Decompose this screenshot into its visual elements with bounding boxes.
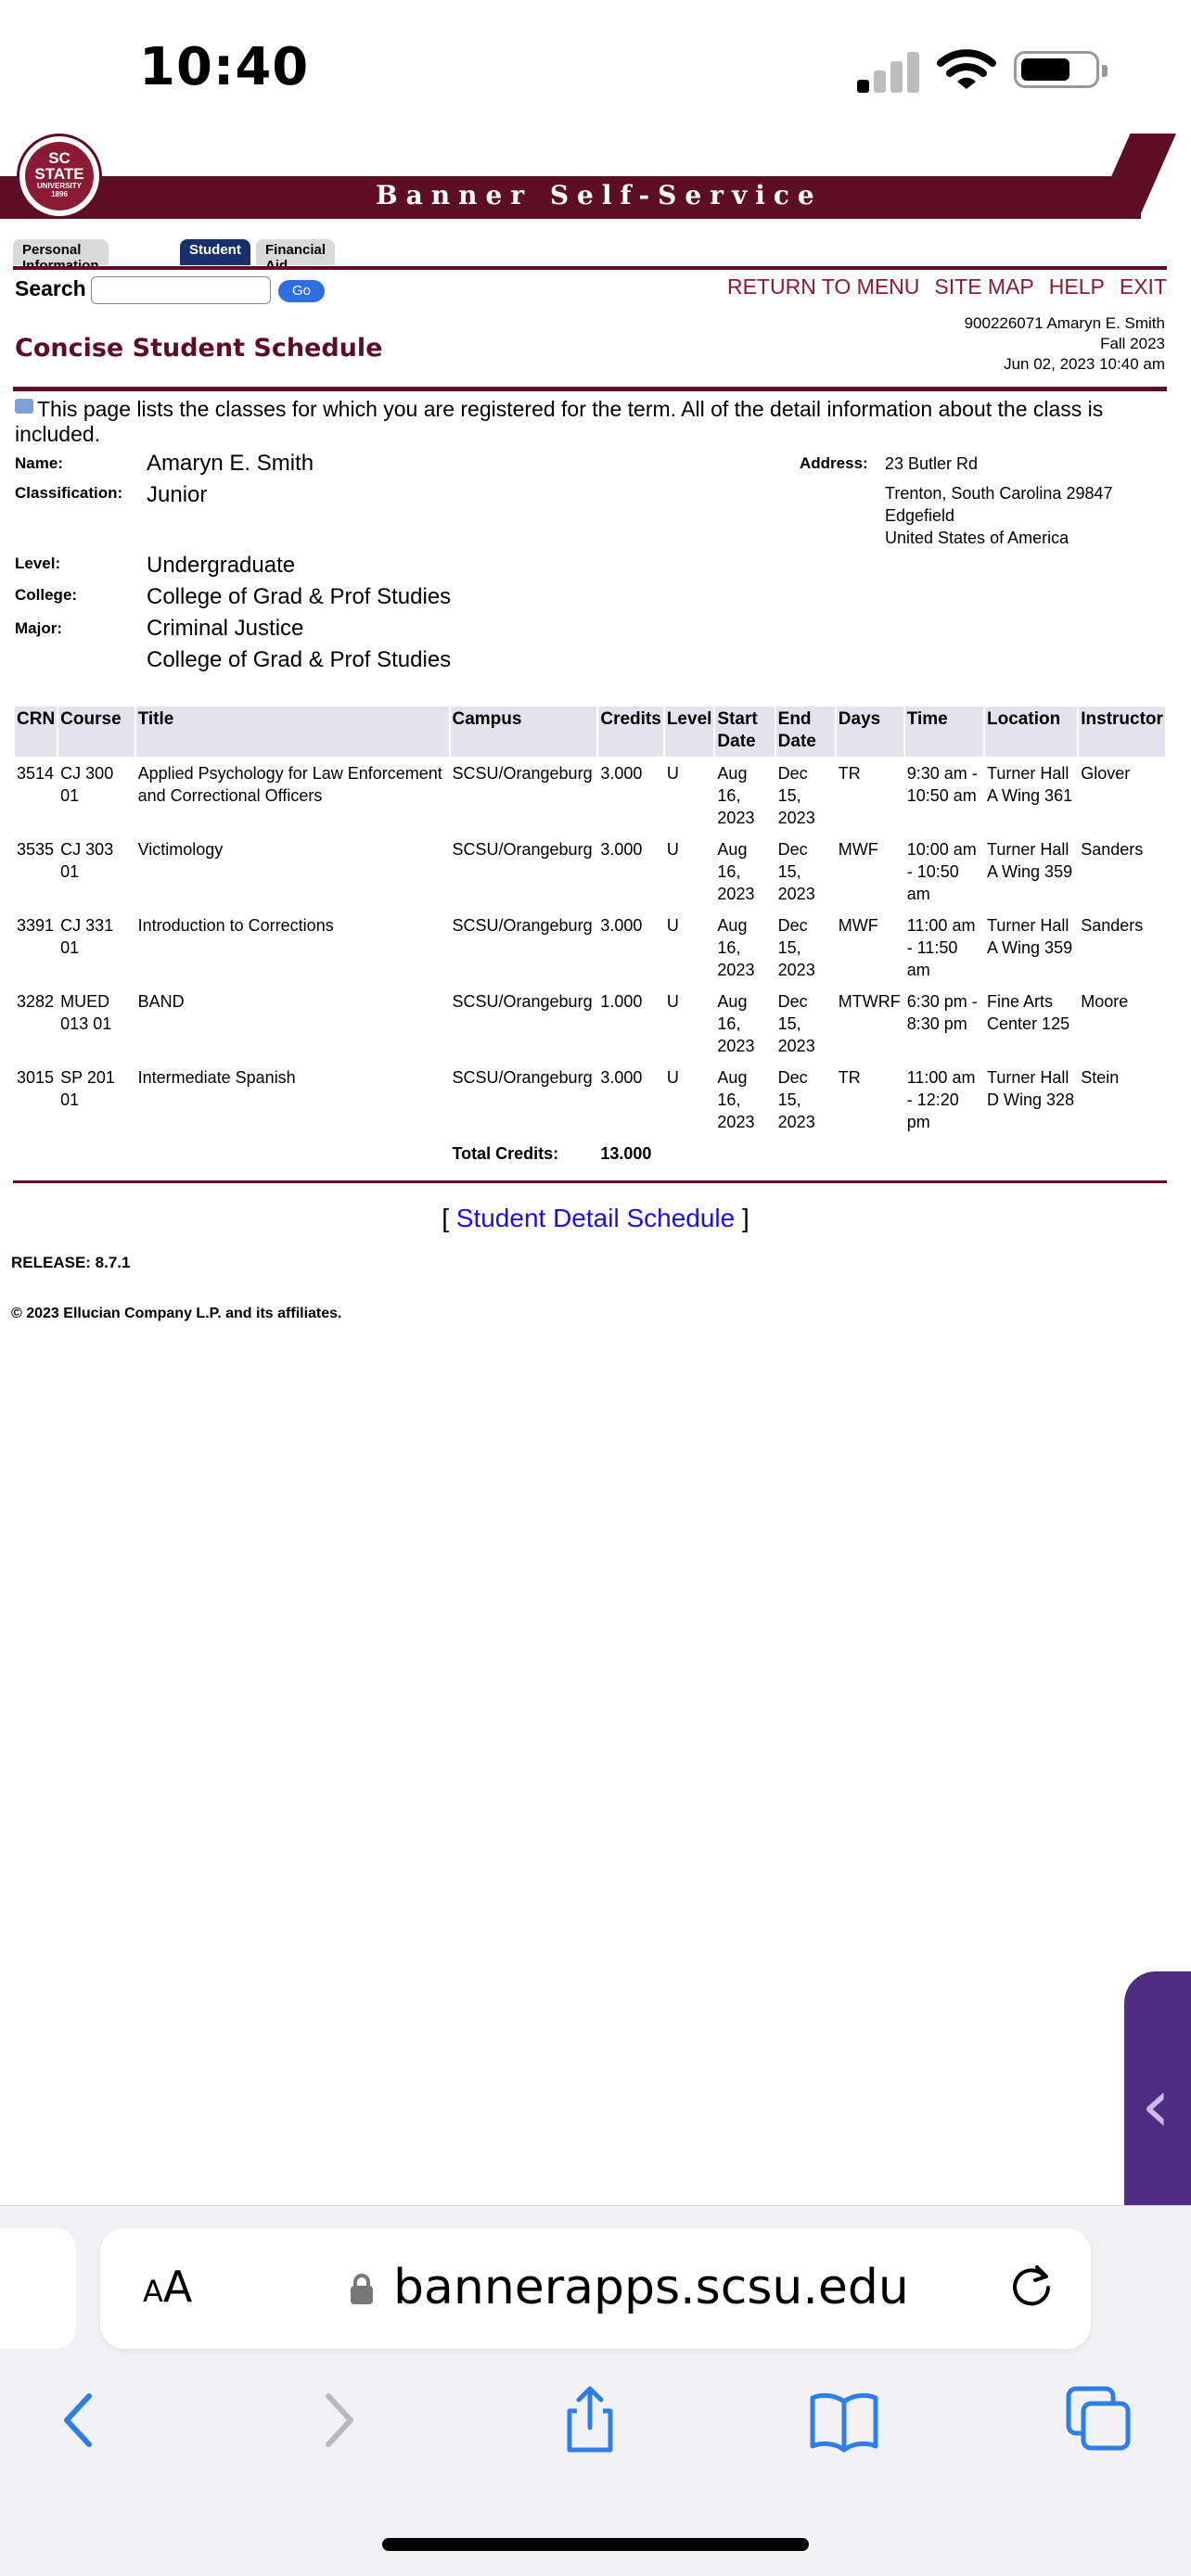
cell-course: SP 201 01 <box>60 1068 115 1109</box>
back-icon[interactable] <box>41 2383 115 2457</box>
col-header-level: Level <box>665 707 714 757</box>
address-bar[interactable] <box>100 2228 1091 2349</box>
url-text: bannerapps.scsu.edu <box>393 2260 909 2315</box>
logo-text-sub: UNIVERSITY <box>36 182 82 190</box>
cell-time: 11:00 am - 12:20 pm <box>906 1068 976 1131</box>
lock-icon <box>349 2273 375 2306</box>
student-classification: Junior <box>147 482 208 507</box>
footer-links <box>0 1204 1191 1233</box>
cell-start-date: Aug 16, 2023 <box>717 1068 755 1131</box>
cell-end-date: Dec 15, 2023 <box>777 916 815 979</box>
cellular-signal-icon <box>857 48 922 93</box>
help-link[interactable]: HELP <box>1048 274 1105 299</box>
cell-credits: 3.000 <box>600 1068 643 1087</box>
cell-crn: 3535 <box>17 840 55 859</box>
cell-days: TR <box>838 1068 861 1087</box>
tab-student[interactable]: Student <box>180 239 250 265</box>
banner-header <box>0 130 1191 223</box>
tab-divider <box>13 266 1167 270</box>
text-size-button[interactable]: AA <box>143 2262 193 2312</box>
info-icon <box>15 399 33 414</box>
page-title: Concise Student Schedule <box>15 334 383 363</box>
cell-course: CJ 300 01 <box>60 764 114 805</box>
cell-start-date: Aug 16, 2023 <box>717 840 755 903</box>
cell-start-date: Aug 16, 2023 <box>717 992 755 1055</box>
student-name: Amaryn E. Smith <box>147 451 314 476</box>
cell-level: U <box>666 1068 679 1087</box>
cell-time: 11:00 am - 11:50 am <box>906 916 976 979</box>
previous-tab-preview[interactable] <box>0 2228 76 2349</box>
cell-level: U <box>666 840 679 859</box>
bookmarks-icon[interactable] <box>807 2383 881 2457</box>
cell-campus: SCSU/Orangeburg <box>452 1068 593 1087</box>
col-header-days: Days <box>837 707 903 757</box>
cell-end-date: Dec 15, 2023 <box>777 992 815 1055</box>
cell-start-date: Aug 16, 2023 <box>717 916 755 979</box>
cell-start-date: Aug 16, 2023 <box>717 764 755 827</box>
cell-title: Victimology <box>137 840 224 859</box>
wifi-icon <box>937 46 996 93</box>
table-row <box>15 987 1165 1061</box>
search-row <box>15 274 1169 308</box>
total-credits-label: Total Credits: <box>452 1144 559 1163</box>
student-major: Criminal Justice <box>147 616 304 641</box>
reload-icon[interactable] <box>1004 2258 1059 2314</box>
university-logo[interactable] <box>17 134 102 219</box>
cell-campus: SCSU/Orangeburg <box>452 840 593 859</box>
address-line-3: Edgefield <box>885 506 955 525</box>
search-label: Search <box>15 276 86 300</box>
col-header-title: Title <box>136 707 449 757</box>
cell-title: Intermediate Spanish <box>137 1068 296 1087</box>
cell-title: Introduction to Corrections <box>137 916 334 935</box>
cell-location: Turner Hall D Wing 328 <box>987 1068 1075 1109</box>
cell-instructor: Glover <box>1081 764 1131 783</box>
logo-text-year: 1896 <box>51 190 68 198</box>
user-id-name: 900226071 Amaryn E. Smith <box>964 314 1165 332</box>
cell-time: 9:30 am - 10:50 am <box>906 764 978 805</box>
search-input[interactable] <box>91 276 271 304</box>
col-header-location: Location <box>985 707 1077 757</box>
return-to-menu-link[interactable]: RETURN TO MENU <box>726 274 920 299</box>
cell-title: Applied Psychology for Law Enforcement and Correctional Officers <box>137 764 442 805</box>
address-line-1: 23 Butler Rd <box>885 454 979 473</box>
logo-text-mid: STATE <box>34 165 84 183</box>
cell-campus: SCSU/Orangeburg <box>452 764 593 783</box>
cell-time: 10:00 am - 10:50 am <box>906 840 977 903</box>
bracket-close: ] <box>742 1204 749 1232</box>
table-row <box>15 835 1165 909</box>
total-credits-value: 13.000 <box>600 1144 652 1163</box>
user-datetime: Jun 02, 2023 10:40 am <box>1004 355 1165 373</box>
cell-instructor: Sanders <box>1081 840 1144 859</box>
cell-time: 6:30 pm - 8:30 pm <box>906 992 978 1033</box>
copyright: © 2023 Ellucian Company L.P. and its affiliates. <box>11 1306 342 1321</box>
cell-level: U <box>666 916 679 935</box>
release-version: RELEASE: 8.7.1 <box>11 1254 131 1271</box>
cell-days: MWF <box>838 916 878 935</box>
cell-campus: SCSU/Orangeburg <box>452 992 593 1011</box>
cell-days: TR <box>838 764 861 783</box>
footer-divider <box>13 1180 1167 1183</box>
classification-label: Classification: <box>15 484 123 502</box>
cell-course: CJ 331 01 <box>60 916 114 957</box>
home-indicator[interactable] <box>382 2538 809 2551</box>
schedule-table <box>13 705 1167 1170</box>
address-line-2: Trenton, South Carolina 29847 <box>885 484 1113 503</box>
user-term: Fall 2023 <box>1100 335 1165 352</box>
cell-level: U <box>666 764 679 783</box>
tab-financial-aid[interactable]: Financial <box>256 239 335 265</box>
col-header-course: Course <box>58 707 134 757</box>
cell-instructor: Moore <box>1081 992 1129 1011</box>
site-map-link[interactable]: SITE MAP <box>934 274 1034 299</box>
cell-end-date: Dec 15, 2023 <box>777 1068 815 1131</box>
user-info <box>965 313 1165 375</box>
cell-course: CJ 303 01 <box>60 840 114 881</box>
cell-end-date: Dec 15, 2023 <box>777 764 815 827</box>
cell-instructor: Stein <box>1081 1068 1120 1087</box>
cell-days: MWF <box>838 840 878 859</box>
cell-credits: 3.000 <box>600 840 643 859</box>
cell-location: Turner Hall A Wing 361 <box>987 764 1073 805</box>
cell-days: MTWRF <box>838 992 901 1011</box>
tabs-icon[interactable] <box>1061 2383 1135 2457</box>
cell-instructor: Sanders <box>1081 916 1144 935</box>
cell-end-date: Dec 15, 2023 <box>777 840 815 903</box>
cell-course: MUED 013 01 <box>60 992 112 1033</box>
address-line-4: United States of America <box>885 529 1069 547</box>
cell-location: Turner Hall A Wing 359 <box>987 840 1073 881</box>
cell-location: Fine Arts Center 125 <box>987 992 1070 1033</box>
student-level: Undergraduate <box>147 553 296 578</box>
address-label: Address: <box>800 454 868 472</box>
col-header-instructor: Instructor <box>1079 707 1165 757</box>
table-row <box>15 1063 1165 1137</box>
info-message <box>15 397 1174 447</box>
student-major-college: College of Grad & Prof Studies <box>147 647 452 672</box>
tab-personal-information[interactable]: Personal <box>13 239 109 265</box>
col-header-time: Time <box>905 707 983 757</box>
exit-link[interactable]: EXIT <box>1119 274 1167 299</box>
share-icon[interactable] <box>553 2383 627 2457</box>
cell-title: BAND <box>137 992 185 1011</box>
cell-location: Turner Hall A Wing 359 <box>987 916 1073 957</box>
cell-credits: 3.000 <box>600 916 643 935</box>
chevron-left-icon: ‹ <box>1141 2062 1171 2149</box>
info-message-text: This page lists the classes for which you are registered for the term. All of the detail information about the class is included. <box>15 397 1104 446</box>
col-header-campus: Campus <box>451 707 597 757</box>
status-time: 10:40 <box>139 37 310 97</box>
student-detail-schedule-link[interactable]: Student Detail Schedule <box>455 1204 736 1232</box>
table-header-row <box>15 707 1165 757</box>
cell-crn: 3015 <box>17 1068 55 1087</box>
bracket-open: [ <box>442 1204 449 1232</box>
side-panel-tab[interactable] <box>1124 1971 1191 2238</box>
total-credits-row <box>15 1139 1165 1168</box>
cell-crn: 3282 <box>17 992 55 1011</box>
cell-crn: 3391 <box>17 916 55 935</box>
col-header-crn: CRN <box>15 707 57 757</box>
college-label: College: <box>15 586 78 604</box>
level-label: Level: <box>15 555 61 572</box>
table-row <box>15 759 1165 833</box>
cell-credits: 1.000 <box>600 992 643 1011</box>
cell-crn: 3514 <box>17 764 55 783</box>
logo-text-top: SC <box>48 149 70 167</box>
cell-campus: SCSU/Orangeburg <box>452 916 593 935</box>
major-label: Major: <box>15 619 62 637</box>
cell-level: U <box>666 992 679 1011</box>
col-header-start-date: Start Date <box>715 707 774 757</box>
col-header-credits: Credits <box>598 707 662 757</box>
name-label: Name: <box>15 454 63 472</box>
top-links <box>712 274 1167 300</box>
cell-credits: 3.000 <box>600 764 643 783</box>
search-go-button[interactable]: Go <box>278 280 325 302</box>
status-bar <box>0 0 1191 130</box>
battery-icon <box>1014 51 1099 88</box>
table-row <box>15 911 1165 985</box>
banner-title: Banner Self-Service <box>376 180 823 210</box>
title-divider <box>13 387 1167 391</box>
forward-icon[interactable] <box>302 2383 377 2457</box>
col-header-end-date: End Date <box>776 707 835 757</box>
student-college: College of Grad & Prof Studies <box>147 584 452 609</box>
